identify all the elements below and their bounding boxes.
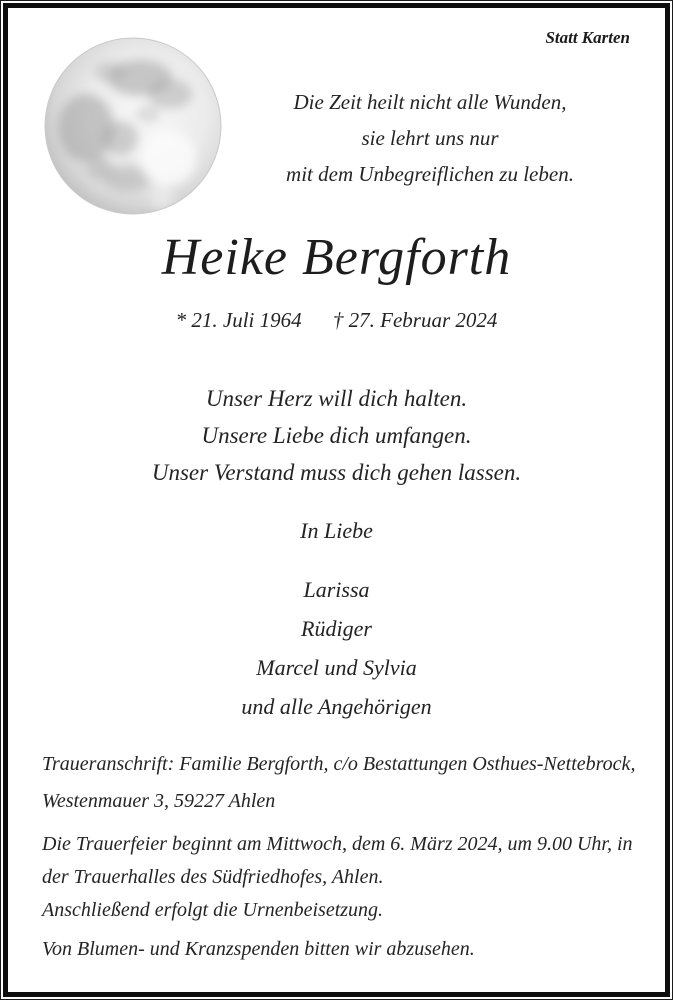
birth-date: * 21. Juli 1964 bbox=[175, 308, 302, 332]
mourning-address bbox=[42, 746, 638, 820]
epigraph-quote bbox=[230, 84, 630, 192]
epigraph-line: mit dem Unbegreiflichen zu leben. bbox=[286, 162, 574, 186]
mourners-list bbox=[0, 570, 673, 726]
verse-line: Unser Herz will dich halten. bbox=[205, 386, 468, 411]
deceased-name: Heike Bergforth bbox=[161, 229, 512, 286]
mourners-intro: In Liebe bbox=[300, 518, 373, 543]
service-line: Die Trauerfeier beginnt am Mittwoch, dem 6. März 2024, um 9.00 Uhr, in bbox=[42, 833, 633, 855]
life-dates bbox=[0, 308, 673, 333]
mourner-name: Marcel und Sylvia bbox=[256, 655, 417, 680]
flowers-request: Von Blumen- und Kranzspenden bitten wir abzusehen. bbox=[42, 938, 475, 960]
epigraph-line: Die Zeit heilt nicht alle Wunden, bbox=[293, 90, 567, 114]
funeral-service-info bbox=[42, 828, 638, 927]
verse-line: Unsere Liebe dich umfangen. bbox=[201, 423, 472, 448]
mourner-name: Larissa bbox=[303, 577, 370, 602]
mourner-name: und alle Angehörigen bbox=[241, 694, 432, 719]
epigraph-line: sie lehrt uns nur bbox=[361, 126, 499, 150]
memorial-verse bbox=[0, 380, 673, 491]
full-moon-icon bbox=[44, 36, 222, 216]
verse-line: Unser Verstand muss dich gehen lassen. bbox=[151, 460, 522, 485]
address-line: Westenmauer 3, 59227 Ahlen bbox=[42, 790, 276, 812]
service-line: der Trauerhalles des Südfriedhofes, Ahlen. bbox=[42, 866, 384, 888]
statt-karten-label: Statt Karten bbox=[545, 28, 630, 47]
mourner-name: Rüdiger bbox=[301, 616, 372, 641]
service-line: Anschließend erfolgt die Urnenbeisetzung. bbox=[42, 899, 384, 921]
death-date: † 27. Februar 2024 bbox=[332, 308, 498, 332]
full-moon-image bbox=[44, 36, 222, 216]
address-line: Traueranschrift: Familie Bergforth, c/o Bestattungen Osthues-Nettebrock, bbox=[42, 753, 636, 775]
